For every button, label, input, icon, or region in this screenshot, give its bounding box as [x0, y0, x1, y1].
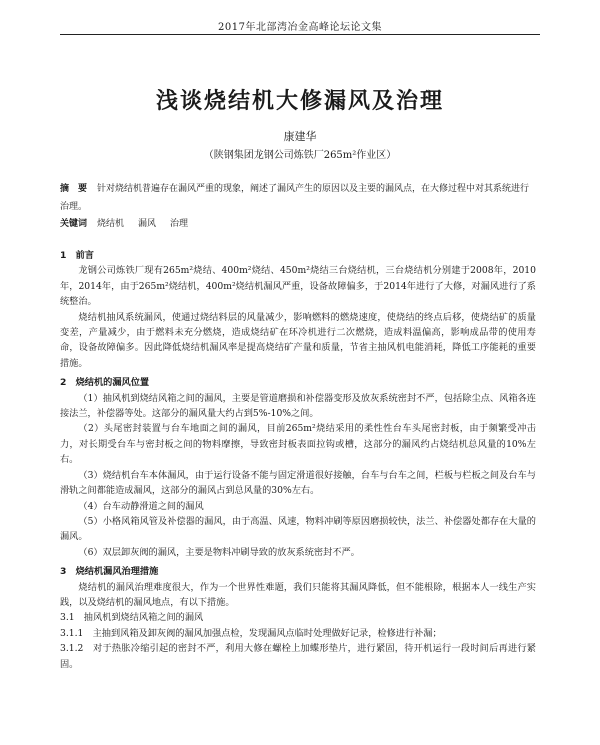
- keyword: 治理: [170, 219, 189, 229]
- running-header: 2017年北部湾冶金高峰论坛论文集: [218, 22, 382, 33]
- subsection-heading: 3.1 抽风机到烧结风箱之间的漏风: [60, 612, 204, 624]
- paragraph: 龙钢公司炼铁厂现有265m²烧结、400m²烧结、450m²烧结三台烧结机，三台烧结机分别建于2008年，2010年，2014年，由于265m²烧结机，400m²烧结机漏风严重，设备故障偏多，于2014年进行了大修，对漏风进行了系统整治。: [60, 265, 536, 308]
- body-text: [60, 248, 536, 672]
- list-item: （2）头尾密封装置与台车地面之间的漏风，目前265m²烧结采用的柔性性台车头尾密封板，由于频繁受冲击力，对长期受台车与密封板之间的物料摩擦，导致密封板表面拉钩或槽，这部分的漏风约占烧结机总风量的10%左右。: [60, 423, 536, 466]
- list-item: （4）台车动静滑道之间的漏风: [78, 500, 204, 512]
- keyword: 漏风: [138, 219, 157, 229]
- list-item: （1）抽风机到烧结风箱之间的漏风，主要是管道磨损和补偿器变形及放灰系统密封不严，包括除尘点、风箱各连接法兰，补偿器等处。这部分的漏风量大约占到5%-10%之间。: [60, 392, 536, 420]
- subsubsection-item: 3.1.1 主抽到风箱及卸灰阀的漏风加强点检，发现漏风点临时处理做好记录，检修进行补漏；: [60, 627, 442, 639]
- abstract-label: 摘 要: [60, 184, 88, 194]
- abstract-text: 针对烧结机普遍存在漏风严重的现象，阐述了漏风产生的原因以及主要的漏风点，在大修过程中对其系统进行治理。: [60, 184, 530, 212]
- header-rule: [60, 34, 540, 35]
- paragraph: 烧结机抽风系统漏风，使通过烧结料层的风量减少，影响燃料的燃烧速度，使烧结的终点后移，使烧结矿的质量变差，产量减少，由于燃料未充分燃烧，造成烧结矿在环冷机进行二次燃烧，造成料温偏高，影响成品带的使用寿命，设备故障偏多。因此降低烧结机漏风率是提高烧结矿产量和质量，节省主抽风机电能消耗，降低工序能耗的重要措施。: [60, 311, 536, 369]
- author-affiliation: （陕钢集团龙钢公司炼铁厂265m²作业区）: [203, 150, 397, 161]
- paragraph: 烧结机的漏风治理难度很大，作为一个世界性难题，我们只能将其漏风降低，但不能根除，根据本人一线生产实践，以及烧结机的漏风地点，有以下措施。: [60, 581, 536, 608]
- section-heading-3: 3 烧结机漏风治理措施: [60, 566, 159, 578]
- keywords-label: 关键词: [60, 219, 88, 229]
- keywords: [60, 216, 536, 232]
- list-item: （5）小格风箱风管及补偿器的漏风，由于高温、风速，物料冲刷等原因磨损较快，法兰、补偿器处都存在大量的漏风。: [60, 515, 536, 543]
- abstract: [60, 180, 536, 216]
- keyword: 烧结机: [97, 219, 125, 229]
- list-item: （3）烧结机台车本体漏风，由于运行设备不能与固定滑道很好接触，台车与台车之间，栏板与栏板之间及台车与滑轨之间都能造成漏风，这部分的漏风占到总风量的30%左右。: [60, 469, 536, 497]
- subsubsection-item: 3.1.2 对于热胀冷缩引起的密封不严，利用大修在螺栓上加蝶形垫片，进行紧固，待开机运行一段时间后再进行紧固。: [60, 643, 536, 670]
- section-heading-2: 2 烧结机的漏风位置: [60, 377, 150, 389]
- list-item: （6）双层卸灰阀的漏风，主要是物料冲刷导致的放灰系统密封不严。: [78, 546, 360, 558]
- paper-title: 浅谈烧结机大修漏风及治理: [155, 89, 444, 114]
- section-heading-1: 1 前言: [60, 250, 94, 261]
- author-name: 康建华: [283, 130, 317, 143]
